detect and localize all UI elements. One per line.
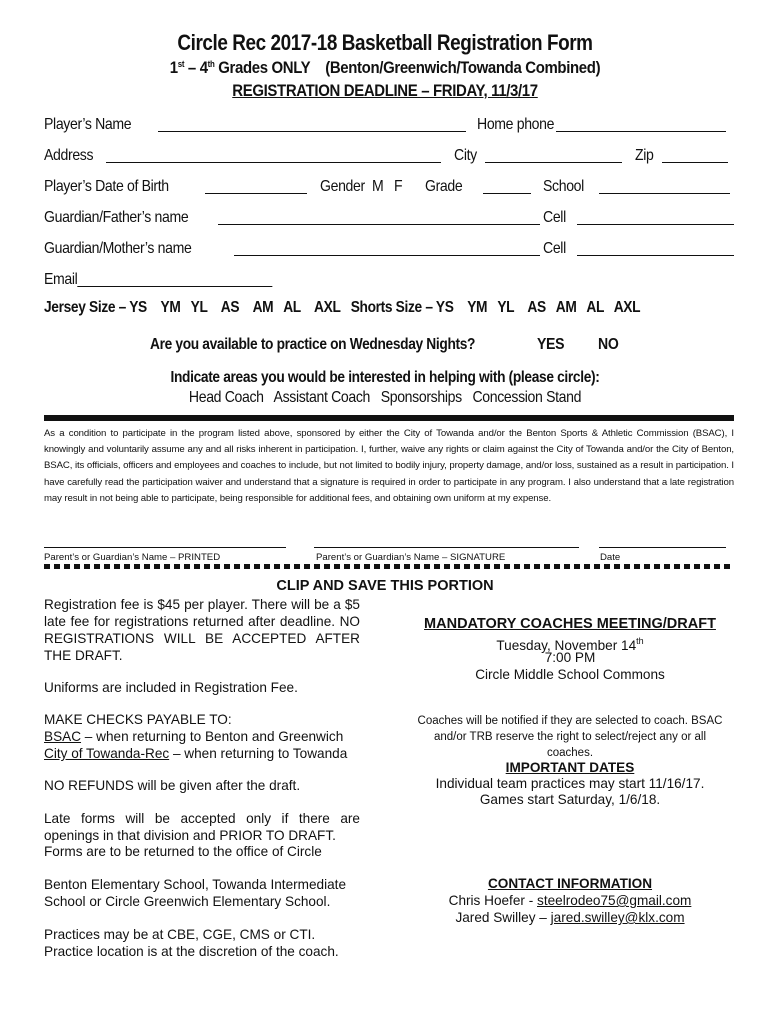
school-field[interactable] — [599, 193, 730, 194]
clip-line — [44, 564, 734, 569]
date-label: Date — [600, 552, 621, 563]
cell-label-1: Cell — [543, 209, 566, 226]
guardian-mother-label: Guardian/Mother’s name — [44, 240, 192, 257]
cell-label-2: Cell — [543, 240, 566, 257]
checks-bsac: BSAC – when returning to Benton and Greenwich — [44, 729, 344, 744]
grade-field[interactable] — [483, 193, 531, 194]
practices-note: Practices may be at CBE, CGE, CMS or CTI. — [44, 927, 316, 942]
refunds-note: NO REFUNDS will be given after the draft. — [44, 778, 301, 793]
school-label: School — [543, 178, 584, 195]
wednesday-question: Are you available to practice on Wednesday Nights? — [150, 336, 476, 353]
no-option[interactable]: NO — [598, 336, 619, 353]
signature-label: Parent’s or Guardian’s Name – SIGNATURE — [316, 552, 506, 563]
coaches-notice: Coaches will be notified if they are selected to coach. BSAC and/or TRB reserve the right to select/reject any or all coaches. — [417, 715, 723, 759]
meeting-place: Circle Middle School Commons — [475, 667, 665, 682]
guardian-father-field[interactable] — [218, 224, 540, 225]
help-options[interactable]: Head Coach Assistant Coach Sponsorships Concession Stand — [188, 389, 582, 406]
printed-name-field[interactable] — [44, 547, 286, 548]
zip-label: Zip — [635, 147, 654, 164]
cell-field-1[interactable] — [577, 224, 734, 225]
fee-paragraph: Registration fee is $45 per player. There will be a $5 late fee for registrations returned after deadline. NO REGISTRATIONS WILL BE ACCEPTED AFTER THE DRAFT. — [44, 597, 360, 663]
late-forms-note: Late forms will be accepted only if there are openings in that division and PRIOR TO DRAFT. — [44, 811, 360, 843]
registration-deadline: REGISTRATION DEADLINE – FRIDAY, 11/3/17 — [232, 81, 538, 100]
grades-line: 1st – 4th Grades ONLY (Benton/Greenwich/Towanda Combined) — [169, 58, 601, 77]
printed-name-label: Parent’s or Guardian’s Name – PRINTED — [44, 552, 221, 563]
checks-heading: MAKE CHECKS PAYABLE TO: — [44, 712, 232, 727]
email-link-chris[interactable]: steelrodeo75@gmail.com — [537, 893, 692, 908]
meeting-date: Tuesday, November 14th — [496, 636, 644, 653]
city-field[interactable] — [485, 162, 622, 163]
uniforms-note: Uniforms are included in Registration Fee. — [44, 680, 298, 695]
form-title: Circle Rec 2017-18 Basketball Registration Form — [177, 30, 593, 55]
meeting-time: 7:00 PM — [544, 650, 596, 665]
dob-field[interactable] — [205, 193, 307, 194]
dates-heading: IMPORTANT DATES — [505, 760, 635, 775]
home-phone-field[interactable] — [556, 131, 726, 132]
return-note: Forms are to be returned to the office of Circle — [44, 844, 322, 859]
address-label: Address — [44, 147, 94, 164]
practices-date: Individual team practices may start 11/16/17. — [435, 776, 705, 791]
grade-label: Grade — [425, 178, 463, 195]
contact-chris: Chris Hoefer - steelrodeo75@gmail.com — [448, 893, 692, 908]
contact-jared: Jared Swilley – jared.swilley@klx.com — [455, 910, 685, 925]
gender-label[interactable]: Gender M F — [320, 178, 403, 195]
waiver-text: As a condition to participate in the program listed above, sponsored by either the City of Towanda and/or the Benton Sports & Athletic Commission (BSAC), I knowingly and voluntarily assume any and all risks inherent in participation. I, further, waive any rights or claim against the City of Towanda and/or the City of Benton, BSAC, its officials, officers and employees and coaches to include, but not limited to bodily injury, property damage, and/or loss, sustained as a result in participation. I have carefully read the participation waiver and understand that a signature is required in order to participate in any program. I also understand that a late registration may result in not being able to participate, being responsible for additional fees, and obtaining own uniform at my expense. — [44, 428, 734, 504]
signature-field[interactable] — [314, 547, 579, 548]
guardian-father-label: Guardian/Father’s name — [44, 209, 189, 226]
yes-option[interactable]: YES — [537, 336, 565, 353]
help-heading: Indicate areas you would be interested in helping with (please circle): — [170, 369, 600, 386]
dob-label: Player’s Date of Birth — [44, 178, 169, 195]
meeting-heading: MANDATORY COACHES MEETING/DRAFT — [424, 616, 716, 632]
guardian-mother-field[interactable] — [234, 255, 540, 256]
date-field[interactable] — [599, 547, 726, 548]
home-phone-label: Home phone — [477, 116, 555, 133]
contact-heading: CONTACT INFORMATION — [487, 876, 653, 891]
email-field[interactable]: Email__________________________ — [44, 271, 272, 288]
clip-heading: CLIP AND SAVE THIS PORTION — [276, 578, 494, 594]
address-field[interactable] — [106, 162, 441, 163]
cell-field-2[interactable] — [577, 255, 734, 256]
player-name-field[interactable] — [158, 131, 466, 132]
size-options[interactable]: Jersey Size – YS YM YL AS AM AL AXL Shorts Size – YS YM YL AS AM AL AXL — [44, 299, 641, 316]
city-label: City — [454, 147, 477, 164]
section-divider — [44, 415, 734, 421]
games-date: Games start Saturday, 1/6/18. — [479, 792, 661, 807]
email-link-jared[interactable]: jared.swilley@klx.com — [550, 910, 685, 925]
player-name-label: Player’s Name — [44, 116, 132, 133]
checks-city: City of Towanda-Rec – when returning to Towanda — [44, 746, 348, 761]
zip-field[interactable] — [662, 162, 728, 163]
practice-location-note: Practice location is at the discretion of the coach. — [44, 944, 339, 959]
schools-note: Benton Elementary School, Towanda Intermediate School or Circle Greenwich Elementary School. — [44, 877, 347, 909]
